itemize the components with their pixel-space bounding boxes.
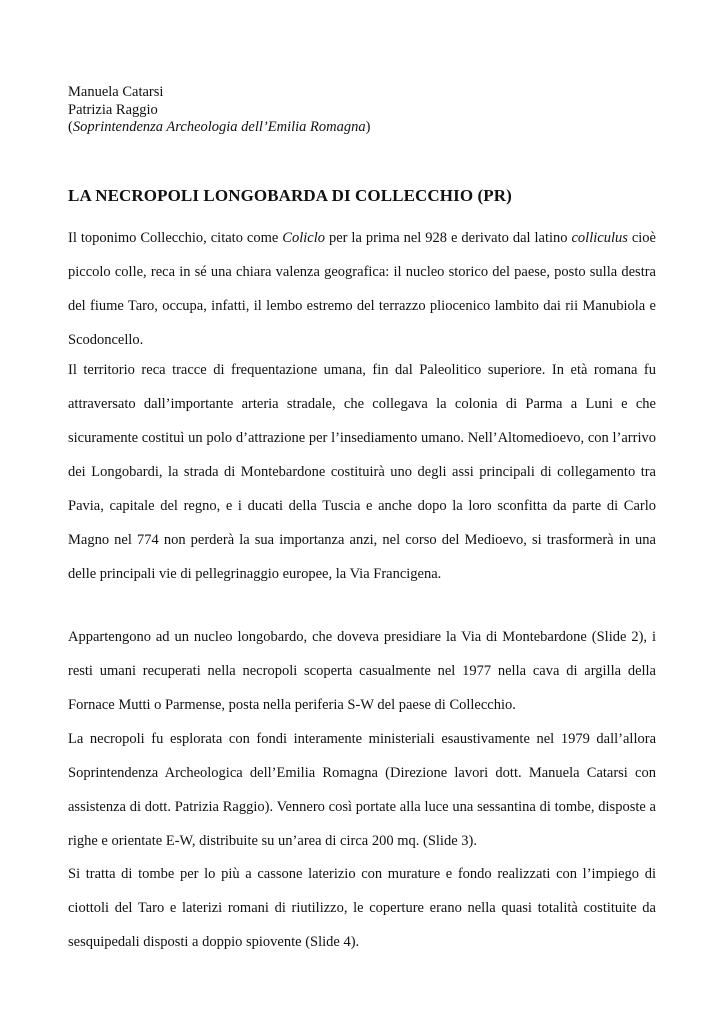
affiliation-name: Soprintendenza Archeologia dell’Emilia Romagna — [72, 119, 366, 136]
affiliation-open-paren: ( — [68, 119, 73, 136]
p1-term-colliculus: colliculus — [571, 230, 628, 246]
p1-text-a: Il toponimo Collecchio, citato come — [68, 230, 283, 246]
paragraph-excavation: La necropoli fu esplorata con fondi interamente ministeriali esaustivamente nel 1979 dall’allora Soprintendenza Archeologica dell’Emilia Romagna (Direzione lavori dott. Manuela Catarsi con assistenza di dott. Patrizia Raggio). Vennero così portate alla luce una sessantina di tombe, disposte a righe e orientate E-W, distribuite su un’area di circa 200 mq. (Slide 3). — [68, 731, 656, 849]
p1-text-c: per la prima nel 928 e derivato dal latino — [324, 230, 572, 246]
document-title: LA NECROPOLI LONGOBARDA DI COLLECCHIO (PR) — [68, 186, 512, 205]
author-name-1: Manuela Catarsi — [68, 84, 164, 100]
author-name-2: Patrizia Raggio — [68, 101, 158, 118]
p1-term-coliclo: Coliclo — [282, 230, 325, 246]
affiliation-close-paren: ) — [365, 119, 371, 136]
author-block — [68, 84, 370, 137]
paragraph-territory: Il territorio reca tracce di frequentazione umana, fin dal Paleolitico superiore. In età romana fu attraversato dall’importante arteria stradale, che collegava la colonia di Parma a Luni e che sicuramente costituì un polo d’attrazione per l’insediamento umano. Nell’Altomedioevo, con l’arrivo dei Longobardi, la strada di Montebardone costituirà uno degli assi principali di collegamento tra Pavia, capitale del regno, e i ducati della Tuscia e anche dopo la loro sconfitta da parte di Carlo Magno nel 774 non perderà la sua importanza anzi, nel corso del Medioevo, si trasformerà in una delle principali vie di pellegrinaggio europee, la Via Francigena. — [68, 362, 656, 582]
p1-text-e: cioè piccolo colle, reca in sé una chiara valenza geografica: il nucleo storico del paese, posto sulla destra del fiume Taro, occupa, infatti, il lembo estremo del terrazzo pliocenico lambito dai rii Manubiola e Scodoncello. — [68, 230, 656, 348]
paragraph-tombs: Si tratta di tombe per lo più a cassone laterizio con murature e fondo realizzati con l’impiego di ciottoli del Taro e laterizi romani di riutilizzo, le coperture erano nella quasi totalità costituite da sesquipedali disposti a doppio spiovente (Slide 4). — [68, 866, 656, 950]
paragraph-lombard-nucleus: Appartengono ad un nucleo longobardo, che doveva presidiare la Via di Montebardone (Slide 2), i resti umani recuperati nella necropoli scoperta casualmente nel 1977 nella cava di argilla della Fornace Mutti o Parmense, posta nella periferia S-W del paese di Collecchio. — [68, 629, 656, 713]
paragraph-toponym — [68, 221, 656, 357]
author-affiliation — [68, 119, 370, 137]
